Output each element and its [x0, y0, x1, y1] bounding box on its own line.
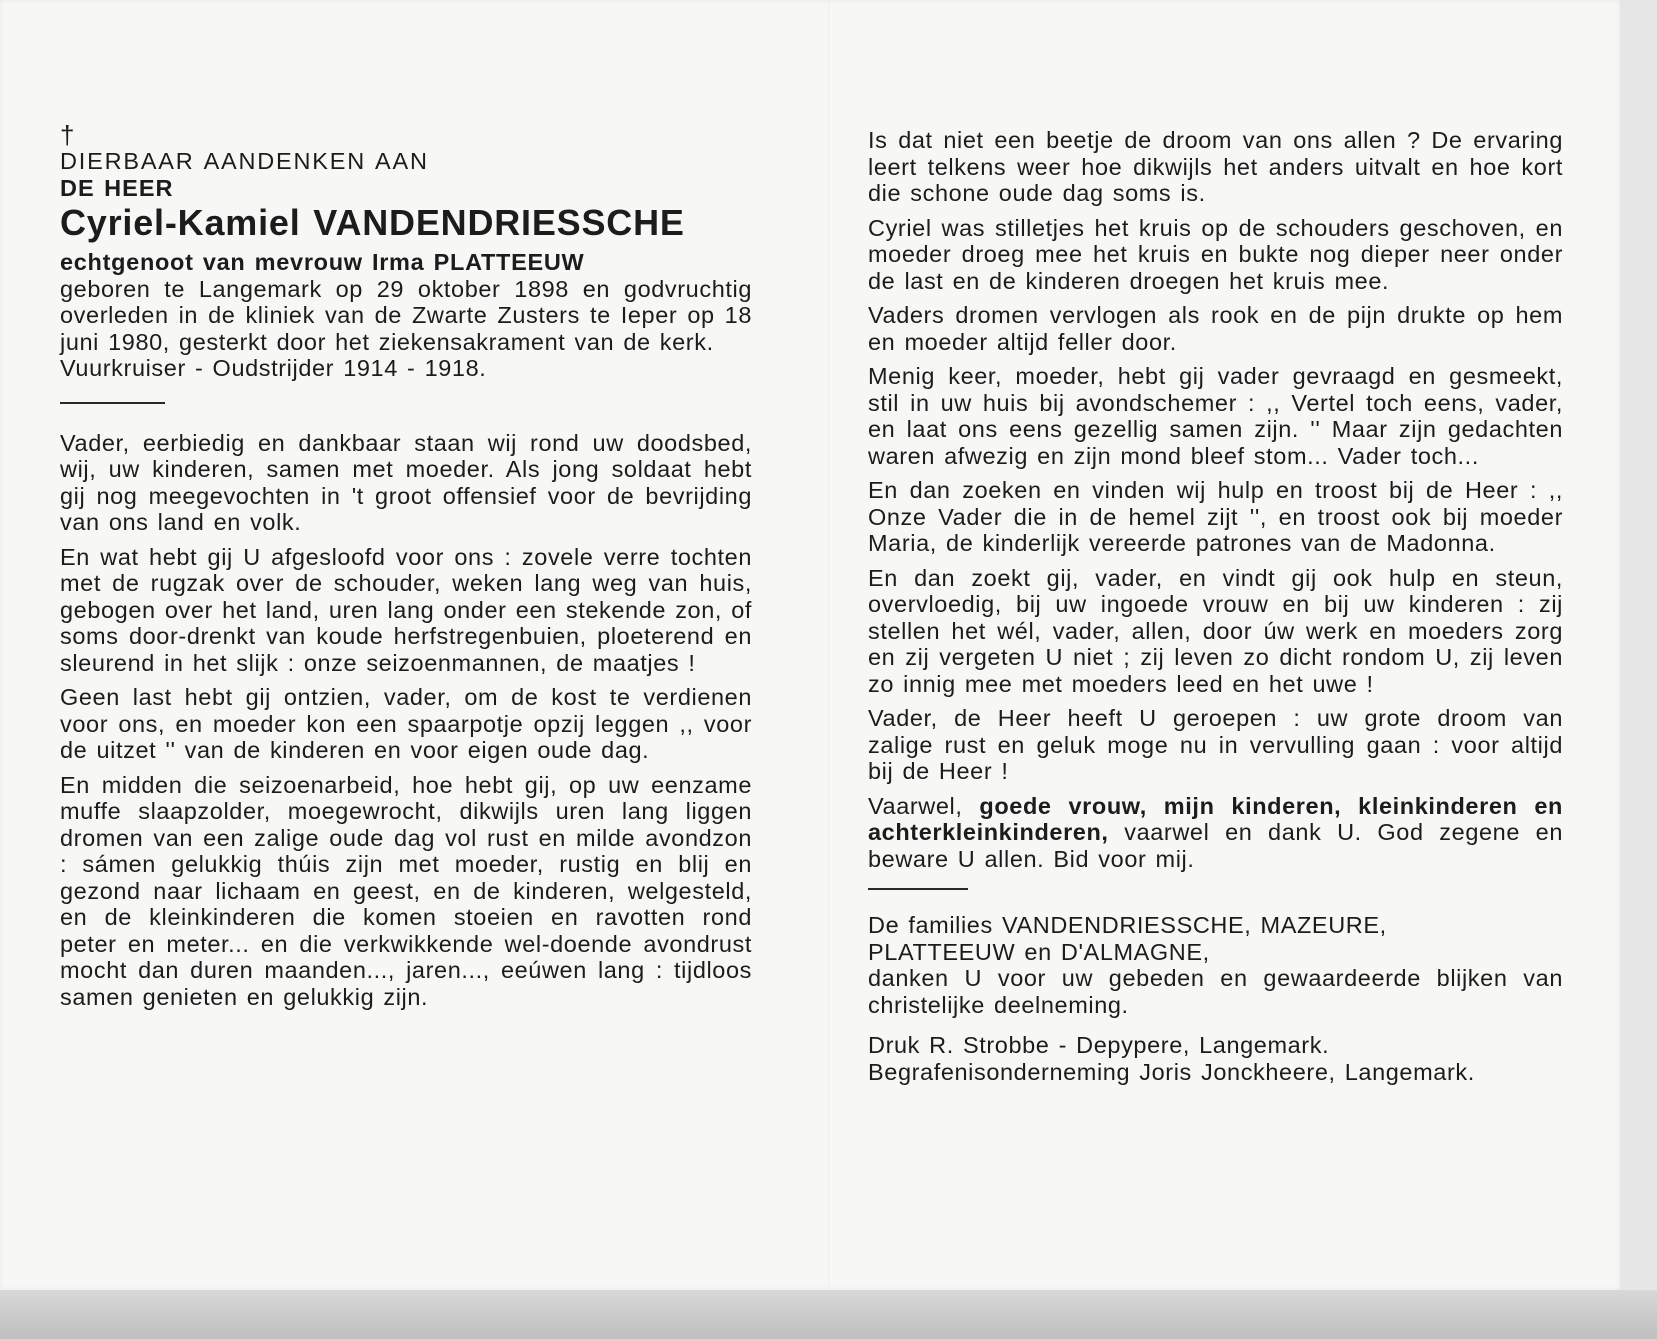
honorific: DE HEER	[60, 174, 174, 201]
cross-symbol: †	[60, 120, 76, 150]
card-fold	[828, 0, 830, 1290]
paragraph: Cyriel was stilletjes het kruis op de schouders geschoven, en moeder droeg mee het kruis en bukte nog dieper neer onder de last en de kinderen droegen het kruis mee.	[868, 214, 1563, 294]
paragraph: Vader, eerbiedig en dankbaar staan wij rond uw doodsbed, wij, uw kinderen, samen met moeder. Als jong soldaat hebt gij nog meegevochten in 't groot offensief voor de bevrijding van ons land en volk.	[60, 429, 752, 535]
veteran-line: Vuurkruiser - Oudstrijder 1914 - 1918.	[60, 355, 487, 381]
paragraph: Vaders dromen vervlogen als rook en de pijn drukte op hem en moeder altijd feller door.	[868, 302, 1563, 355]
undertaker-line: Begrafenisonderneming Joris Jonckheere, Langemark.	[868, 1058, 1475, 1085]
header-text: DIERBAAR AANDENKEN AAN	[60, 148, 429, 174]
paragraph: En midden die seizoenarbeid, hoe hebt gij, op uw eenzame muffe slaapzolder, moegewrocht, dikwijls uren lang liggen dromen van een zalige oude dag vol rust en milde avondzon : sámen gelukkig thúis zijn met moeder, rustig en blij en gezond naar lichaam en geest, en de kinderen, welgesteld, en de kleinkinderen die komen stoeien en ravotten rond peter en meter... en die verkwikkende wel-doende avondrust mocht dan duren maanden..., jaren..., eeúwen lang : tijdloos samen genieten en gelukkig zijn.	[60, 771, 752, 1010]
families-line: PLATTEEUW en D'ALMAGNE,	[868, 938, 1210, 965]
families-block	[868, 912, 1563, 1085]
spouse-line: echtgenoot van mevrouw Irma PLATTEEUW	[60, 249, 585, 275]
farewell-paragraph	[868, 793, 1563, 873]
paragraph: En dan zoeken en vinden wij hulp en troost bij de Heer : ,, Onze Vader die in de hemel zijt '', en troost ook bij moeder Maria, de kinderlijk vereerde patrones van de Madonna.	[868, 477, 1563, 556]
paragraph: Is dat niet een beetje de droom van ons allen ? De ervaring leert telkens weer hoe dikwijls het anders uitvalt en hoe kort die schone oude dag soms is.	[868, 127, 1563, 206]
farewell-bold: goede vrouw, mijn kinderen, kleinkinderen en achterkleinkinderen,	[868, 792, 1563, 845]
paragraph: Geen last hebt gij ontzien, vader, om de kost te verdienen voor ons, en moeder kon een spaarpotje opzij leggen ,, voor de uitzet '' van de kinderen en voor eigen oude dag.	[60, 684, 752, 763]
divider-rule	[868, 888, 968, 890]
paragraph: Menig keer, moeder, hebt gij vader gevraagd en gesmeekt, stil in uw huis bij avondschemer : ,, Vertel toch eens, vader, en laat ons eens gezellig samen zijn. '' Maar zijn gedachten waren afwezig en zijn mond bleef stom... Vader toch...	[868, 363, 1563, 469]
bio-text: geboren te Langemark op 29 oktober 1898 en godvruchtig overleden in de kliniek van de Zwarte Zusters te Ieper op 18 juni 1980, gesterkt door het ziekensakrament van de kerk.	[60, 275, 752, 355]
right-column	[868, 127, 1563, 1085]
left-column	[60, 122, 752, 1018]
families-thanks: danken U voor uw gebeden en gewaardeerde blijken van christelijke deelneming.	[868, 965, 1563, 1018]
paragraph: En dan zoekt gij, vader, en vindt gij ook hulp en steun, overvloedig, bij uw ingoede vrouw en bij uw kinderen : zij stellen het wél, vader, allen, door úw werk en moeders zorg en zij vergeten U niet ; zij leven zo dicht rondom U, zij leven zo innig mee met moeders leed en het uwe !	[868, 564, 1563, 697]
scanner-background-right	[1620, 0, 1657, 1339]
farewell-start: Vaarwel,	[868, 792, 980, 819]
printer-line: Druk R. Strobbe - Depypere, Langemark.	[868, 1032, 1330, 1058]
deceased-name: Cyriel-Kamiel VANDENDRIESSCHE	[60, 202, 685, 243]
farewell-end: vaarwel en dank U. God zegene en beware U allen. Bid voor mij.	[868, 819, 1563, 872]
scanner-background-bottom	[0, 1290, 1657, 1339]
paragraph: En wat hebt gij U afgesloofd voor ons : zovele verre tochten met de rugzak over de schouder, weken lang weg van huis, gebogen over het land, uren lang onder een stekende zon, of soms door-drenkt van koude herfstregenbuien, ploeterend en sleurend in het slijk : onze seizoenmannen, de maatjes !	[60, 543, 752, 676]
divider-rule	[60, 402, 165, 404]
families-line: De families VANDENDRIESSCHE, MAZEURE,	[868, 912, 1387, 938]
paragraph: Vader, de Heer heeft U geroepen : uw grote droom van zalige rust en geluk moge nu in vervulling gaan : voor altijd bij de Heer !	[868, 705, 1563, 784]
